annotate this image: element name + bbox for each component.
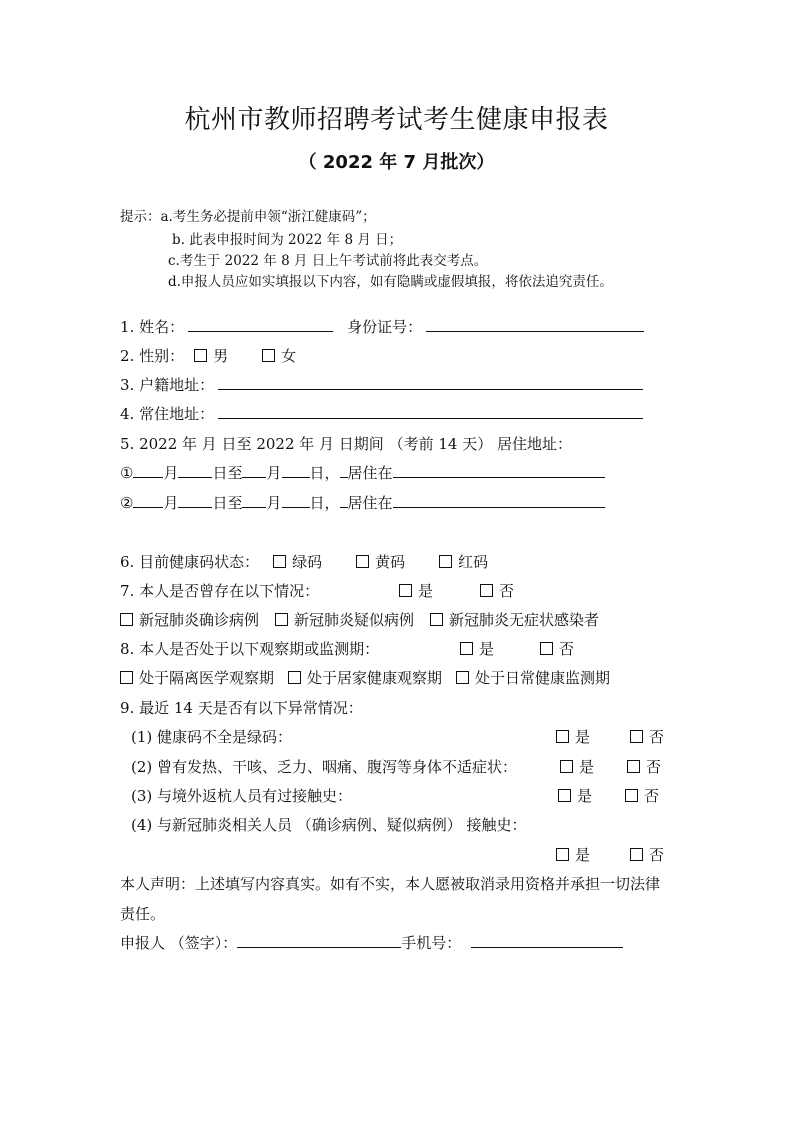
q7-no-checkbox[interactable] bbox=[480, 584, 493, 597]
day-to-label: 日至 bbox=[212, 464, 243, 482]
suspected-case-checkbox[interactable] bbox=[275, 613, 288, 626]
month-label: 月 bbox=[163, 494, 179, 512]
yes-label: 是 bbox=[575, 846, 591, 864]
q9-label: 9. 最近 14 天是否有以下异常情况： bbox=[120, 699, 363, 717]
male-label: 男 bbox=[213, 347, 229, 365]
yes-label: 是 bbox=[579, 758, 595, 776]
female-label: 女 bbox=[281, 347, 297, 365]
q9-2-no-checkbox[interactable] bbox=[627, 760, 640, 773]
stay-row-1-num: ① bbox=[120, 464, 134, 482]
no-label: 否 bbox=[649, 728, 665, 746]
q9-4-yes-checkbox[interactable] bbox=[556, 848, 569, 861]
quarantine-label: 处于隔离医学观察期 bbox=[139, 669, 275, 687]
q9-3-yes-checkbox[interactable] bbox=[558, 789, 571, 802]
yes-label: 是 bbox=[418, 582, 434, 600]
household-address-field[interactable] bbox=[218, 375, 643, 390]
declaration-line-1: 本人声明：上述填写内容真实。如有不实，本人愿被取消录用资格并承担一切法律 bbox=[120, 875, 661, 893]
residence-address-label: 4. 常住地址： bbox=[120, 405, 215, 423]
stay-row-1 bbox=[120, 462, 605, 483]
tip-a: a.考生务必提前申领“浙江健康码”； bbox=[160, 209, 376, 225]
no-label: 否 bbox=[649, 846, 665, 864]
day-label: 日， bbox=[309, 494, 340, 512]
female-checkbox[interactable] bbox=[262, 349, 275, 362]
day-to-label: 日至 bbox=[212, 494, 243, 512]
tips-label: 提示： bbox=[120, 209, 161, 225]
q4-row bbox=[120, 403, 643, 424]
q7-label: 7. 本人是否曾存在以下情况： bbox=[120, 582, 320, 600]
q9-item-4: (4) 与新冠肺炎相关人员 （确诊病例、疑似病例） 接触史： bbox=[131, 816, 527, 834]
stay-2-address-field[interactable] bbox=[393, 493, 605, 508]
page-title: 杭州市教师招聘考试考生健康申报表 bbox=[184, 105, 609, 135]
q7-yes-option bbox=[399, 580, 433, 601]
q9-1-no-checkbox[interactable] bbox=[630, 730, 643, 743]
stay-1-month-to-field[interactable] bbox=[242, 463, 266, 478]
home-observation-label: 处于居家健康观察期 bbox=[307, 669, 443, 687]
q7-options-row bbox=[120, 609, 599, 630]
phone-label: 手机号： bbox=[401, 934, 462, 952]
q9-3-no-option bbox=[625, 785, 659, 806]
stay-2-month-from-field[interactable] bbox=[133, 493, 163, 508]
no-label: 否 bbox=[559, 640, 575, 658]
yes-label: 是 bbox=[575, 728, 591, 746]
phone-field[interactable] bbox=[471, 933, 623, 948]
q8-no-option bbox=[540, 638, 574, 659]
household-address-label: 3. 户籍地址： bbox=[120, 376, 215, 394]
gender-label: 2. 性别： bbox=[120, 347, 185, 365]
yellow-code-checkbox[interactable] bbox=[356, 555, 369, 568]
signature-row bbox=[120, 932, 623, 953]
no-label: 否 bbox=[499, 582, 515, 600]
q9-4-yes-option bbox=[556, 844, 590, 865]
q9-item-3: (3) 与境外返杭人员有过接触史： bbox=[131, 787, 353, 805]
stay-1-day-to-field[interactable] bbox=[282, 463, 310, 478]
yes-label: 是 bbox=[577, 787, 593, 805]
confirmed-case-label: 新冠肺炎确诊病例 bbox=[139, 611, 260, 629]
name-field[interactable] bbox=[188, 317, 333, 332]
red-code-checkbox[interactable] bbox=[439, 555, 452, 568]
confirmed-case-checkbox[interactable] bbox=[120, 613, 133, 626]
q5-label: 5. 2022 年 月 日至 2022 年 月 日期间 （考前 14 天） 居住地址： bbox=[120, 435, 572, 453]
signature-label: 申报人 （签字）： bbox=[120, 934, 238, 952]
stay-2-day-to-field[interactable] bbox=[282, 493, 310, 508]
yellow-code-label: 黄码 bbox=[375, 553, 406, 571]
tip-c: c.考生于 2022 年 8 月 日上午考试前将此表交考点。 bbox=[168, 253, 488, 269]
yes-label: 是 bbox=[479, 640, 495, 658]
q8-options-row bbox=[120, 667, 610, 688]
declaration-line-2: 责任。 bbox=[120, 905, 166, 923]
q9-1-yes-option bbox=[556, 726, 590, 747]
q8-yes-option bbox=[460, 638, 494, 659]
tips-line-a bbox=[120, 205, 376, 225]
underline-stub bbox=[340, 493, 348, 508]
q9-1-yes-checkbox[interactable] bbox=[556, 730, 569, 743]
residence-address-field[interactable] bbox=[218, 404, 643, 419]
stay-2-month-to-field[interactable] bbox=[242, 493, 266, 508]
asymptomatic-checkbox[interactable] bbox=[430, 613, 443, 626]
no-label: 否 bbox=[644, 787, 660, 805]
q9-4-no-option bbox=[630, 844, 664, 865]
health-code-label: 6. 目前健康码状态： bbox=[120, 553, 260, 571]
q9-item-2: (2) 曾有发热、干咳、乏力、咽痛、腹泻等身体不适症状： bbox=[131, 758, 518, 776]
day-label: 日， bbox=[309, 464, 340, 482]
stay-at-label: 居住在 bbox=[347, 464, 393, 482]
q9-item-1: (1) 健康码不全是绿码： bbox=[131, 728, 293, 746]
tip-d: d.申报人员应如实填报以下内容，如有隐瞒或虚假填报，将依法追究责任。 bbox=[168, 274, 613, 290]
q9-2-yes-checkbox[interactable] bbox=[560, 760, 573, 773]
month-label: 月 bbox=[163, 464, 179, 482]
q8-label: 8. 本人是否处于以下观察期或监测期： bbox=[120, 640, 380, 658]
green-code-label: 绿码 bbox=[292, 553, 323, 571]
q9-2-no-option bbox=[627, 756, 661, 777]
suspected-case-label: 新冠肺炎疑似病例 bbox=[294, 611, 415, 629]
stay-row-2 bbox=[120, 492, 605, 513]
month-label: 月 bbox=[266, 494, 282, 512]
q7-yes-checkbox[interactable] bbox=[399, 584, 412, 597]
q9-4-no-checkbox[interactable] bbox=[630, 848, 643, 861]
q6-row bbox=[120, 551, 488, 572]
q1-row bbox=[120, 316, 644, 337]
page-subtitle: （ 2022 年 7 月批次） bbox=[298, 152, 495, 173]
stay-2-day-from-field[interactable] bbox=[178, 493, 212, 508]
q8-no-checkbox[interactable] bbox=[540, 642, 553, 655]
daily-monitoring-label: 处于日常健康监测期 bbox=[475, 669, 611, 687]
q2-row bbox=[120, 345, 296, 366]
home-observation-checkbox[interactable] bbox=[288, 671, 301, 684]
green-code-checkbox[interactable] bbox=[273, 555, 286, 568]
id-number-field[interactable] bbox=[426, 317, 644, 332]
asymptomatic-label: 新冠肺炎无症状感染者 bbox=[449, 611, 600, 629]
q9-3-no-checkbox[interactable] bbox=[625, 789, 638, 802]
underline-stub bbox=[340, 463, 348, 478]
stay-1-address-field[interactable] bbox=[393, 463, 605, 478]
q9-3-yes-option bbox=[558, 785, 592, 806]
stay-1-month-from-field[interactable] bbox=[133, 463, 163, 478]
quarantine-checkbox[interactable] bbox=[120, 671, 133, 684]
tip-b: b. 此表申报时间为 2022 年 8 月 日； bbox=[172, 232, 403, 248]
id-number-label: 身份证号： bbox=[347, 318, 423, 336]
signature-field[interactable] bbox=[237, 933, 401, 948]
q7-no-option bbox=[480, 580, 514, 601]
red-code-label: 红码 bbox=[458, 553, 489, 571]
no-label: 否 bbox=[646, 758, 662, 776]
q9-2-yes-option bbox=[560, 756, 594, 777]
male-checkbox[interactable] bbox=[194, 349, 207, 362]
name-label: 1. 姓名： bbox=[120, 318, 185, 336]
q9-1-no-option bbox=[630, 726, 664, 747]
q8-yes-checkbox[interactable] bbox=[460, 642, 473, 655]
stay-row-2-num: ② bbox=[120, 494, 134, 512]
q3-row bbox=[120, 374, 643, 395]
daily-monitoring-checkbox[interactable] bbox=[456, 671, 469, 684]
stay-at-label: 居住在 bbox=[347, 494, 393, 512]
month-label: 月 bbox=[266, 464, 282, 482]
stay-1-day-from-field[interactable] bbox=[178, 463, 212, 478]
